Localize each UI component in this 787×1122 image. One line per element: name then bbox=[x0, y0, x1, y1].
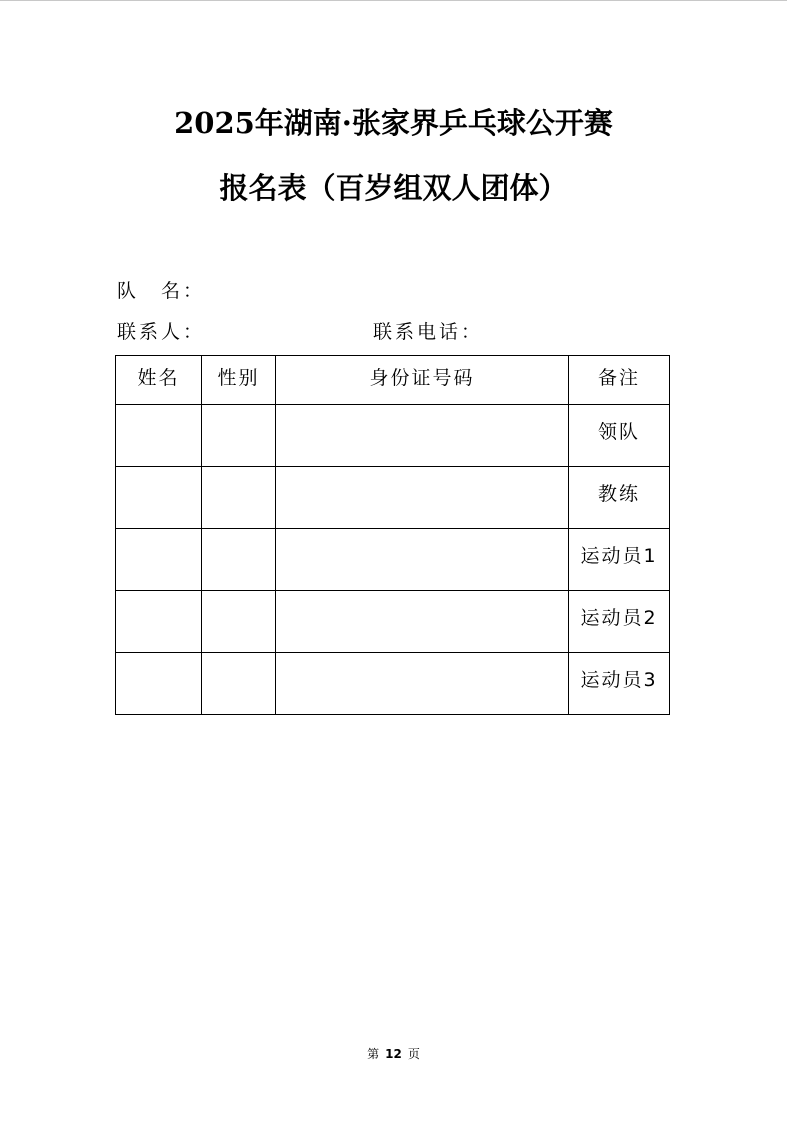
table-header-row bbox=[116, 356, 670, 405]
cell-name[interactable] bbox=[116, 591, 202, 653]
document-title-line2: 报名表（百岁组双人团体） bbox=[219, 171, 568, 205]
team-name-label-part2: 名： bbox=[161, 280, 206, 302]
cell-gender[interactable] bbox=[202, 653, 276, 715]
table-row bbox=[116, 653, 670, 715]
cell-name[interactable] bbox=[116, 405, 202, 467]
cell-remark: 领队 bbox=[569, 405, 670, 467]
cell-remark: 教练 bbox=[569, 467, 670, 529]
page-top-border bbox=[0, 0, 787, 1]
cell-gender[interactable] bbox=[202, 405, 276, 467]
footer-prefix: 第 bbox=[367, 1047, 380, 1061]
document-title-line1: 2025年湖南·张家界乒乓球公开赛 bbox=[174, 106, 613, 140]
cell-id-number[interactable] bbox=[276, 467, 569, 529]
contact-phone-label: 联系电话： bbox=[373, 321, 484, 343]
cell-id-number[interactable] bbox=[276, 405, 569, 467]
header-gender: 性别 bbox=[202, 356, 276, 405]
cell-name[interactable] bbox=[116, 653, 202, 715]
cell-id-number[interactable] bbox=[276, 529, 569, 591]
team-name-field bbox=[117, 276, 205, 303]
header-name: 姓名 bbox=[116, 356, 202, 405]
cell-remark: 运动员2 bbox=[569, 591, 670, 653]
page-number: 12 bbox=[385, 1047, 402, 1061]
contact-person-label: 联系人： bbox=[117, 321, 206, 343]
cell-gender[interactable] bbox=[202, 591, 276, 653]
cell-id-number[interactable] bbox=[276, 591, 569, 653]
cell-name[interactable] bbox=[116, 529, 202, 591]
footer-suffix: 页 bbox=[407, 1047, 420, 1061]
team-name-label-part1: 队 bbox=[117, 280, 140, 302]
contact-phone-field bbox=[373, 317, 483, 344]
contact-person-field bbox=[117, 317, 205, 344]
table-row bbox=[116, 529, 670, 591]
registration-table bbox=[115, 355, 670, 715]
page-footer bbox=[0, 1045, 787, 1062]
header-id-number: 身份证号码 bbox=[276, 356, 569, 405]
cell-id-number[interactable] bbox=[276, 653, 569, 715]
cell-name[interactable] bbox=[116, 467, 202, 529]
cell-remark: 运动员1 bbox=[569, 529, 670, 591]
cell-remark: 运动员3 bbox=[569, 653, 670, 715]
table-row bbox=[116, 405, 670, 467]
header-remark: 备注 bbox=[569, 356, 670, 405]
table-row bbox=[116, 591, 670, 653]
table-row bbox=[116, 467, 670, 529]
cell-gender[interactable] bbox=[202, 467, 276, 529]
cell-gender[interactable] bbox=[202, 529, 276, 591]
